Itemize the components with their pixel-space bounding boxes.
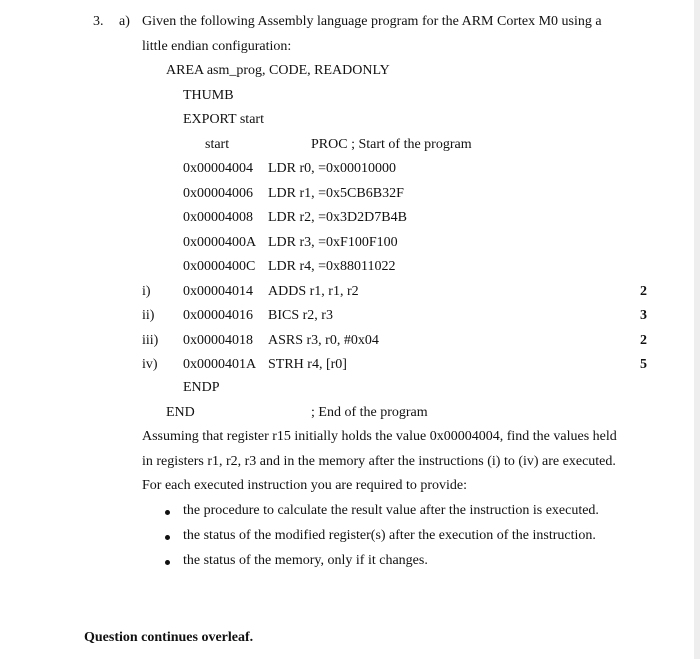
paragraph-line-1: Assuming that register r15 initially holds the value 0x00004004, find the values held <box>142 429 617 444</box>
instruction-text: STRH r4, [r0] <box>268 357 347 372</box>
instruction-address: 0x00004018 <box>183 333 253 348</box>
question-number: 3. <box>93 14 104 29</box>
code-thumb-directive: THUMB <box>183 88 234 103</box>
instruction-text: LDR r2, =0x3D2D7B4B <box>268 210 407 225</box>
instruction-label: iv) <box>142 357 158 372</box>
code-export-directive: EXPORT start <box>183 112 264 127</box>
instruction-text: BICS r2, r3 <box>268 308 333 323</box>
bullet-item-memory: the status of the memory, only if it changes. <box>183 553 428 568</box>
intro-line-1: Given the following Assembly language program for the ARM Cortex M0 using a <box>142 14 602 29</box>
instruction-text: LDR r0, =0x00010000 <box>268 161 397 176</box>
instruction-text: LDR r4, =0x88011022 <box>268 259 396 274</box>
bullet-dot <box>165 535 170 540</box>
instruction-address: 0x0000400A <box>183 235 257 250</box>
code-endp-directive: ENDP <box>183 380 220 395</box>
instruction-label: iii) <box>142 333 159 348</box>
instruction-address: 0x00004006 <box>183 186 253 201</box>
instruction-text: ADDS r1, r1, r2 <box>268 284 359 299</box>
page-edge-shadow <box>694 0 700 659</box>
instruction-address: 0x0000400C <box>183 259 256 274</box>
marks-value: 5 <box>640 357 647 372</box>
instruction-text: LDR r1, =0x5CB6B32F <box>268 186 404 201</box>
code-end-directive: END <box>166 405 195 420</box>
bullet-dot <box>165 560 170 565</box>
instruction-address: 0x00004016 <box>183 308 253 323</box>
bullet-item-procedure: the procedure to calculate the result value after the instruction is executed. <box>183 503 599 518</box>
marks-value: 2 <box>640 284 647 299</box>
instruction-address: 0x0000401A <box>183 357 257 372</box>
code-end-comment: ; End of the program <box>311 405 428 420</box>
paragraph-line-3: For each executed instruction you are required to provide: <box>142 478 467 493</box>
bullet-item-registers: the status of the modified register(s) after the execution of the instruction. <box>183 528 596 543</box>
intro-line-2: little endian configuration: <box>142 39 292 54</box>
question-part: a) <box>119 14 130 29</box>
bullet-dot <box>165 510 170 515</box>
marks-value: 3 <box>640 308 647 323</box>
instruction-label: i) <box>142 284 151 299</box>
marks-value: 2 <box>640 333 647 348</box>
continues-overleaf-note: Question continues overleaf. <box>84 630 254 645</box>
code-proc-directive: PROC ; Start of the program <box>311 137 472 152</box>
instruction-text: ASRS r3, r0, #0x04 <box>268 333 379 348</box>
code-area-directive: AREA asm_prog, CODE, READONLY <box>166 63 390 78</box>
code-start-label: start <box>205 137 230 152</box>
instruction-address: 0x00004008 <box>183 210 253 225</box>
instruction-address: 0x00004004 <box>183 161 253 176</box>
paragraph-line-2: in registers r1, r2, r3 and in the memory after the instructions (i) to (iv) are executed. <box>142 454 616 469</box>
instruction-label: ii) <box>142 308 155 323</box>
instruction-text: LDR r3, =0xF100F100 <box>268 235 398 250</box>
instruction-address: 0x00004014 <box>183 284 253 299</box>
